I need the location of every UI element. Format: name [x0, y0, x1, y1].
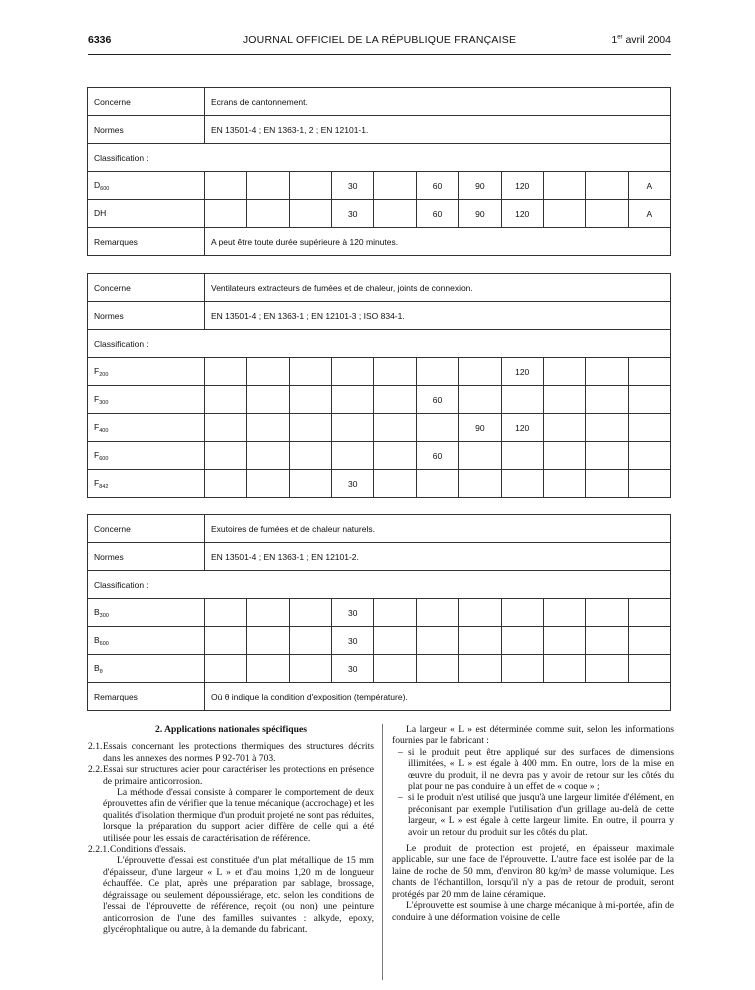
concerne-label: Concerne — [88, 88, 205, 116]
class-cell — [459, 470, 501, 498]
concerne-value: Exutoires de fumées et de chaleur naturels. — [205, 515, 671, 543]
class-cell — [628, 470, 670, 498]
class-cell — [332, 358, 374, 386]
class-row — [88, 358, 671, 386]
class-cell: 30 — [332, 599, 374, 627]
class-cell — [374, 386, 416, 414]
class-cell: 120 — [501, 200, 543, 228]
normes-label: Normes — [88, 543, 205, 571]
class-cell — [374, 599, 416, 627]
paragraph-width-intro: La largeur « L » est déterminée comme suit, selon les informations fournies par le fabricant : — [392, 724, 674, 747]
class-cell: 120 — [501, 414, 543, 442]
class-name: $F_{300}$ — [88, 386, 205, 414]
class-name: $B_{300}$ — [88, 599, 205, 627]
class-cell — [628, 599, 670, 627]
concerne-label: Concerne — [88, 274, 205, 302]
concerne-value: Ecrans de cantonnement. — [205, 88, 671, 116]
normes-row — [88, 543, 671, 571]
class-row — [88, 655, 671, 683]
class-name: $F_{842}$ — [88, 470, 205, 498]
class-cell: 30 — [332, 470, 374, 498]
class-cell — [459, 627, 501, 655]
class-cell: A — [628, 172, 670, 200]
class-cell — [289, 172, 331, 200]
class-cell — [628, 386, 670, 414]
class-cell — [205, 599, 247, 627]
class-cell — [247, 414, 289, 442]
class-cell — [247, 172, 289, 200]
class-cell — [416, 655, 458, 683]
class-cell — [586, 599, 628, 627]
normes-label: Normes — [88, 302, 205, 330]
class-row — [88, 172, 671, 200]
class-cell — [289, 414, 331, 442]
remarques-row — [88, 228, 671, 256]
class-cell — [501, 470, 543, 498]
class-cell — [459, 655, 501, 683]
normes-value: EN 13501-4 ; EN 1363-1 ; EN 12101-3 ; ISO 834-1. — [205, 302, 671, 330]
header-rule — [88, 54, 671, 55]
classification-label: Classification : — [88, 330, 671, 358]
remarques-row — [88, 683, 671, 711]
class-cell — [247, 386, 289, 414]
paragraph-2-2-1: L'éprouvette d'essai est constituée d'un plat métallique de 15 mm d'épaisseur, d'une largeur « L » et d'au moins 1,20 m de longueur échauffée. Ce plat, après une préparation par sablage, brossage, dégraissage ou seulement dépoussiérage, etc. selon les conditions de l'essai de l'éprouvette de référence, reçoit (ou non) une peinture anticorrosion de l'une des familles suivantes : alkyde, epoxy, glycérophtalique ou autre, à la demande du fabricant. — [103, 855, 374, 935]
paragraph-2-2-method: La méthode d'essai consiste à comparer le comportement de deux éprouvettes afin de vérifier que la tenue mécanique (accrochage) et les qualités d'isolation thermique d'un produit projeté ne sont pas réduites, lorsque la préparation du support acier diffère de celle qui a été utilisée pour les essais de caractérisation de référence. — [103, 787, 374, 844]
class-cell — [586, 470, 628, 498]
normes-label: Normes — [88, 116, 205, 144]
class-cell — [586, 414, 628, 442]
class-name: DH — [88, 200, 205, 228]
classification-label: Classification : — [88, 144, 671, 172]
class-cell — [586, 200, 628, 228]
class-cell — [459, 599, 501, 627]
paragraph-2-1: 2.1. Essais concernant les protections thermiques des structures décrits dans les annexes des normes P 92-701 à 703. — [88, 741, 374, 764]
class-cell — [332, 386, 374, 414]
normes-value: EN 13501-4 ; EN 1363-1 ; EN 12101-2. — [205, 543, 671, 571]
page-number: 6336 — [88, 34, 112, 46]
classification-row — [88, 330, 671, 358]
classification-table-smoke-barriers — [87, 87, 671, 256]
class-cell: 60 — [416, 386, 458, 414]
class-cell — [205, 655, 247, 683]
class-cell — [459, 386, 501, 414]
class-name: $F_{400}$ — [88, 414, 205, 442]
class-cell — [247, 627, 289, 655]
class-cell — [374, 200, 416, 228]
class-cell — [586, 442, 628, 470]
left-column — [88, 724, 374, 935]
class-cell — [289, 627, 331, 655]
class-cell — [416, 470, 458, 498]
class-cell — [205, 200, 247, 228]
class-cell — [332, 442, 374, 470]
class-cell — [205, 358, 247, 386]
class-cell — [332, 414, 374, 442]
class-row — [88, 386, 671, 414]
list-item: – si le produit n'est utilisé que jusqu'à une largeur limitée d'élément, en préconisant par exemple l'utilisation d'un grillage au-delà de cette largeur, « L » est égale à cette largeur limite. En outre, il pourra y avoir un retour du produit sur les côtés du plat. — [398, 792, 674, 838]
column-divider — [382, 724, 383, 980]
class-cell — [586, 386, 628, 414]
class-cell — [416, 358, 458, 386]
remarques-value: A peut être toute durée supérieure à 120 minutes. — [205, 228, 671, 256]
classification-row — [88, 144, 671, 172]
concerne-label: Concerne — [88, 515, 205, 543]
class-cell — [628, 442, 670, 470]
class-cell — [543, 470, 585, 498]
class-row — [88, 599, 671, 627]
normes-row — [88, 116, 671, 144]
class-cell — [586, 627, 628, 655]
class-cell — [289, 655, 331, 683]
class-cell — [247, 358, 289, 386]
concerne-value: Ventilateurs extracteurs de fumées et de chaleur, joints de connexion. — [205, 274, 671, 302]
class-cell — [374, 414, 416, 442]
paragraph-2-2: 2.2. Essai sur structures acier pour caractériser les protections en présence de primaire anticorrosion. — [88, 764, 374, 787]
classification-table-fans — [87, 273, 671, 498]
class-name: $F_{600}$ — [88, 442, 205, 470]
class-cell: A — [628, 200, 670, 228]
remarques-label: Remarques — [88, 683, 205, 711]
class-cell: 90 — [459, 414, 501, 442]
class-row — [88, 442, 671, 470]
class-cell: 90 — [459, 200, 501, 228]
class-row — [88, 200, 671, 228]
publication-date: 1er avril 2004 — [611, 34, 671, 46]
class-cell: 90 — [459, 172, 501, 200]
class-cell — [543, 386, 585, 414]
class-row — [88, 627, 671, 655]
class-cell — [289, 200, 331, 228]
class-cell — [543, 200, 585, 228]
class-cell — [501, 655, 543, 683]
class-cell — [289, 358, 331, 386]
class-cell — [205, 442, 247, 470]
class-cell: 120 — [501, 172, 543, 200]
class-cell — [416, 599, 458, 627]
class-cell: 60 — [416, 200, 458, 228]
class-cell — [501, 386, 543, 414]
page-header — [88, 34, 671, 52]
classification-table-smoke-vents — [87, 514, 671, 711]
class-cell — [205, 386, 247, 414]
class-cell — [459, 358, 501, 386]
journal-title: JOURNAL OFFICIEL DE LA RÉPUBLIQUE FRANÇAISE — [242, 34, 517, 46]
class-cell — [205, 414, 247, 442]
normes-value: EN 13501-4 ; EN 1363-1, 2 ; EN 12101-1. — [205, 116, 671, 144]
class-cell — [543, 172, 585, 200]
class-cell — [247, 442, 289, 470]
class-name: $F_{200}$ — [88, 358, 205, 386]
class-cell — [501, 442, 543, 470]
class-cell — [247, 599, 289, 627]
class-name: $B_{600}$ — [88, 627, 205, 655]
class-cell: 120 — [501, 358, 543, 386]
class-cell — [543, 599, 585, 627]
class-cell: 30 — [332, 200, 374, 228]
paragraph-product: Le produit de protection est projeté, en épaisseur maximale applicable, sur une face de l'éprouvette. L'autre face est isolée par de la laine de roche de 50 mm, d'environ 80 kg/m³ de masse volumique. Les chants de l'échantillon, lorsqu'il n'y a pas de retour de produit, seront protégés par 20 mm de laine céramique. — [392, 843, 674, 900]
class-name: $B_\theta$ — [88, 655, 205, 683]
paragraph-load: L'éprouvette est soumise à une charge mécanique à mi-portée, afin de conduire à une déformation voisine de celle — [392, 900, 674, 923]
concerne-row — [88, 515, 671, 543]
class-cell — [247, 470, 289, 498]
class-cell — [205, 627, 247, 655]
class-cell — [416, 627, 458, 655]
class-cell — [416, 414, 458, 442]
concerne-row — [88, 274, 671, 302]
class-cell — [543, 414, 585, 442]
right-column — [392, 724, 674, 923]
class-cell — [247, 655, 289, 683]
class-cell — [543, 627, 585, 655]
section-title: 2. Applications nationales spécifiques — [155, 724, 307, 735]
class-cell — [205, 470, 247, 498]
class-cell: 30 — [332, 655, 374, 683]
class-cell — [289, 442, 331, 470]
class-cell — [374, 655, 416, 683]
class-cell — [374, 442, 416, 470]
class-cell: 30 — [332, 627, 374, 655]
class-cell — [374, 470, 416, 498]
class-cell — [543, 442, 585, 470]
paragraph-2-2-1-title: 2.2.1. Conditions d'essais. — [88, 844, 186, 856]
class-cell: 60 — [416, 172, 458, 200]
list-item: – si le produit peut être appliqué sur des surfaces de dimensions illimitées, « L » est égale à 400 mm. En outre, lors de la mise en œuvre du produit, il ne devra pas y avoir de retour sur les côtés du plat pour ne pas conduire à un effet de « coque » ; — [398, 746, 674, 793]
remarques-label: Remarques — [88, 228, 205, 256]
classification-row — [88, 571, 671, 599]
class-cell — [543, 655, 585, 683]
class-cell — [628, 627, 670, 655]
class-cell — [628, 655, 670, 683]
class-cell — [586, 655, 628, 683]
class-row — [88, 414, 671, 442]
class-cell — [247, 200, 289, 228]
remarques-value: Où θ indique la condition d'exposition (température). — [205, 683, 671, 711]
class-cell — [543, 358, 585, 386]
class-name: $D_{600}$ — [88, 172, 205, 200]
class-cell — [374, 172, 416, 200]
class-row — [88, 470, 671, 498]
concerne-row — [88, 88, 671, 116]
class-cell: 60 — [416, 442, 458, 470]
class-cell — [205, 172, 247, 200]
class-cell — [586, 358, 628, 386]
class-cell — [289, 599, 331, 627]
class-cell — [628, 414, 670, 442]
class-cell — [501, 627, 543, 655]
classification-label: Classification : — [88, 571, 671, 599]
class-cell — [586, 172, 628, 200]
normes-row — [88, 302, 671, 330]
class-cell — [501, 599, 543, 627]
class-cell — [289, 386, 331, 414]
class-cell: 30 — [332, 172, 374, 200]
class-cell — [374, 358, 416, 386]
class-cell — [374, 627, 416, 655]
class-cell — [289, 470, 331, 498]
class-cell — [459, 442, 501, 470]
class-cell — [628, 358, 670, 386]
